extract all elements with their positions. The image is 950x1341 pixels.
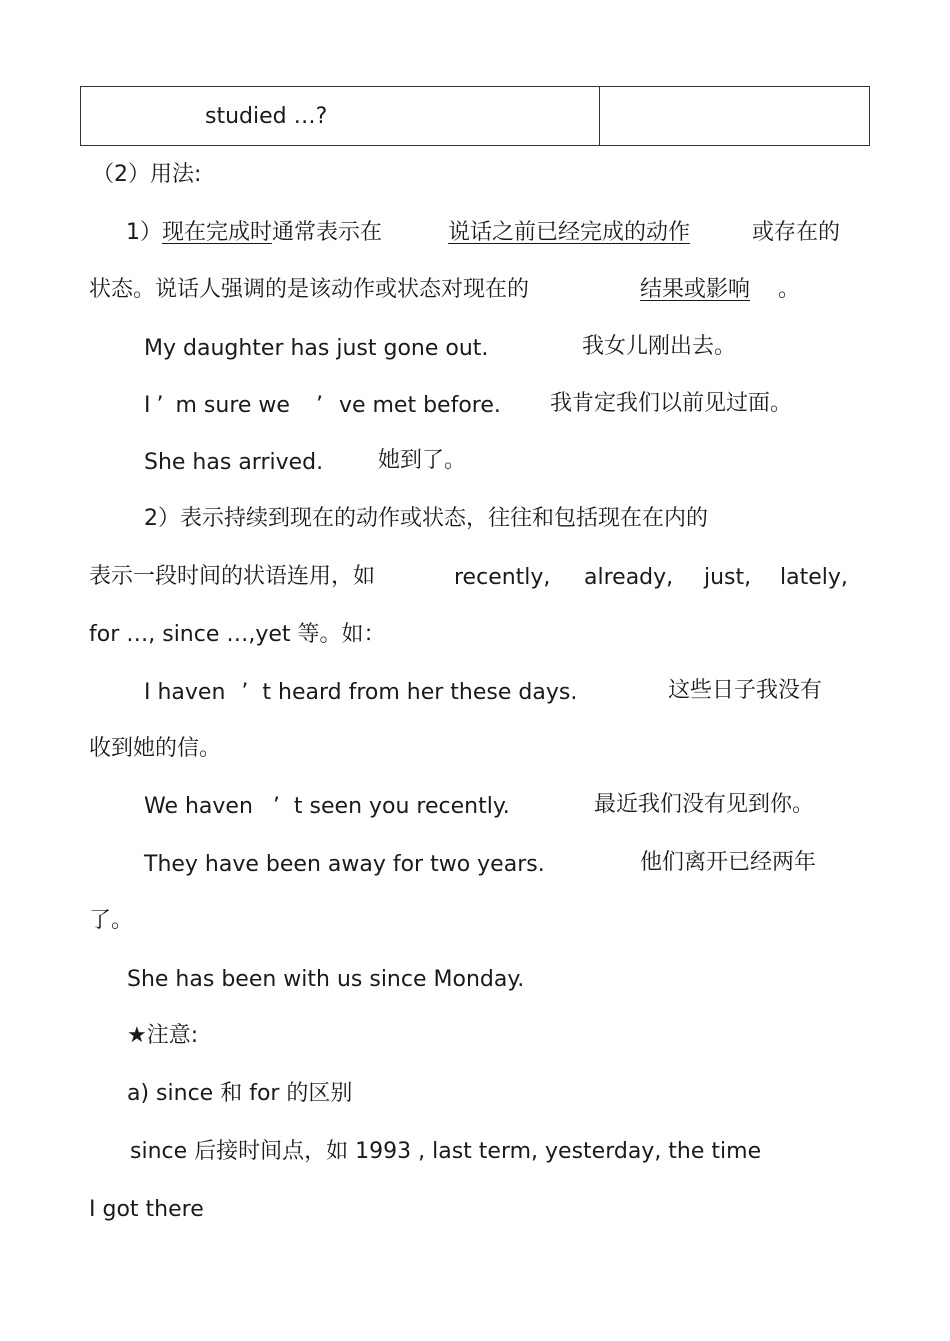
example-en: They have been away for two years. xyxy=(144,852,545,877)
adverb: already, xyxy=(584,565,674,590)
example-en xyxy=(144,395,501,417)
paragraph-1-line-2: 状态。说话人强调的是该动作或状态对现在的 xyxy=(89,277,530,302)
paragraph-2-line-2: 表示一段时间的状语连用，如 xyxy=(89,564,376,589)
paragraph-2-line-3: for …, since …,yet 等。如： xyxy=(89,622,386,647)
usage-heading: （2）用法: xyxy=(92,162,202,187)
note-heading: ★注意: xyxy=(127,1023,199,1048)
example-zh: 收到她的信。 xyxy=(89,736,222,761)
example-zh: 她到了。 xyxy=(378,448,467,473)
adverb: just, xyxy=(704,565,752,590)
example-en: She has arrived. xyxy=(144,450,324,475)
text: t seen you recently. xyxy=(293,794,510,819)
text: ve met before. xyxy=(338,393,501,418)
list-number: 1） xyxy=(126,220,162,245)
example-zh: 他们离开已经两年 xyxy=(640,850,817,875)
fill-blank-answer: 说话之前已经完成的动作 xyxy=(448,220,691,245)
example-en xyxy=(144,796,510,818)
example-en: My daughter has just gone out. xyxy=(144,336,489,361)
paragraph-1-line-1 xyxy=(126,222,382,244)
apostrophe: ’ xyxy=(315,393,323,418)
text: t heard from her these days. xyxy=(262,680,578,705)
apostrophe: ’ xyxy=(156,393,164,418)
text: 通常表示在 xyxy=(272,220,383,245)
text: I xyxy=(144,393,151,418)
continued-table xyxy=(80,86,870,146)
since-explanation: since 后接时间点，如 1993 , last term, yesterday, the time xyxy=(130,1139,762,1164)
text: I haven xyxy=(144,680,226,705)
example-zh: 这些日子我没有 xyxy=(668,678,823,703)
since-explanation-cont: I got there xyxy=(89,1197,204,1222)
text: m sure we xyxy=(175,393,290,418)
apostrophe: ’ xyxy=(241,680,249,705)
adverb: lately, xyxy=(780,565,848,590)
example-en xyxy=(144,682,577,704)
fill-blank-answer: 结果或影响 xyxy=(640,277,751,302)
apostrophe: ’ xyxy=(272,794,280,819)
note-item-a: a) since 和 for 的区别 xyxy=(127,1081,353,1106)
example-zh: 我女儿刚出去。 xyxy=(582,334,737,359)
table-row xyxy=(81,87,870,146)
example-en: She has been with us since Monday. xyxy=(127,967,525,992)
example-zh: 了。 xyxy=(89,908,134,933)
example-zh: 最近我们没有见到你。 xyxy=(594,792,815,817)
text: We haven xyxy=(144,794,253,819)
text: 。 xyxy=(778,277,801,302)
text: 或存在的 xyxy=(752,220,841,245)
table-cell: studied …? xyxy=(81,87,600,146)
paragraph-2-line-1: 2）表示持续到现在的动作或状态，往往和包括现在在内的 xyxy=(144,506,708,531)
example-zh: 我肯定我们以前见过面。 xyxy=(550,391,793,416)
adverb: recently, xyxy=(454,565,551,590)
underlined-term: 现在完成时 xyxy=(162,220,273,245)
table-cell xyxy=(600,87,870,146)
